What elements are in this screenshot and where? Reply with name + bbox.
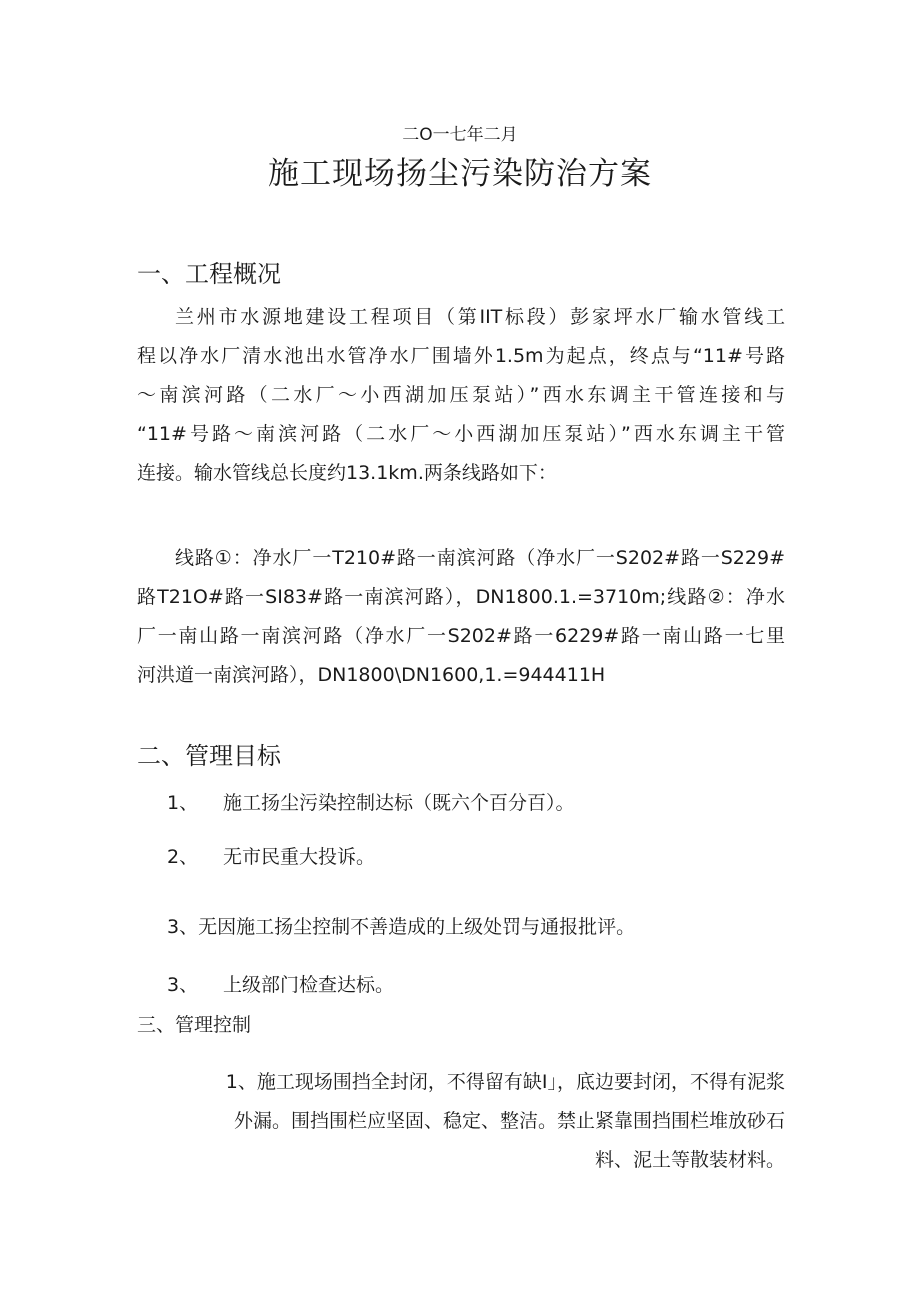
section-heading-overview: 一、工程概况 <box>137 260 281 288</box>
text-line: 兰州市水源地建设工程项目（第IIT标段）彭家坪水厂输水管线工 <box>175 306 785 328</box>
control-item-1 <box>137 1063 785 1180</box>
overview-paragraph-2 <box>137 539 785 695</box>
text-line: 程以净水厂清水池出水管净水厂围墙外1.5m为起点，终点与“11#号路 <box>137 345 785 367</box>
text-line: 厂一南山路一南滨河路（净水厂一S202#路一6229#路一南山路一七里 <box>137 625 785 647</box>
text-line: 外漏。围挡围栏应坚固、稳定、整洁。禁止紧靠围挡围栏堆放砂石 <box>233 1110 785 1132</box>
text-line: 连接。输水管线总长度约13.1km.两条线路如下： <box>137 462 557 484</box>
document-date: 二O一七年二月 <box>402 125 518 145</box>
goal-text: 上级部门检查达标。 <box>223 974 395 996</box>
goal-item <box>167 788 575 815</box>
document-title: 施工现场扬尘污染防治方案 <box>268 156 652 192</box>
text-line: 线路①：净水厂一T210#路一南滨河路（净水厂一S202#路一S229# <box>175 547 785 569</box>
text-line: 1、施工现场围挡全封闭，不得留有缺I」，底边要封闭，不得有泥浆 <box>225 1071 785 1093</box>
section-heading-goals: 二、管理目标 <box>137 742 281 770</box>
text-line: 路T21O#路一SI83#路一南滨河路），DN1800.1.=3710m;线路②：净水 <box>137 586 785 608</box>
goal-text: 施工扬尘污染控制达标（既六个百分百）。 <box>223 792 575 814</box>
text-line: 河洪道一南滨河路），DN1800\DN1600,1.=944411H <box>137 664 606 686</box>
text-line: 料、泥土等散装材料。 <box>594 1149 785 1171</box>
goal-number: 2、 <box>167 846 199 868</box>
overview-paragraph-1 <box>137 298 785 493</box>
goal-number: 3、 <box>167 916 199 938</box>
goal-number: 3、 <box>167 974 199 996</box>
section-heading-control: 三、管理控制 <box>137 1014 252 1036</box>
goal-item <box>167 912 635 939</box>
goal-text: 无因施工扬尘控制不善造成的上级处罚与通报批评。 <box>198 916 636 938</box>
goal-number: 1、 <box>167 792 199 814</box>
goal-item <box>167 842 375 869</box>
text-line: ～南滨河路（二水厂～小西湖加压泵站）”西水东调主干管连接和与 <box>137 384 785 406</box>
text-line: “11#号路～南滨河路（二水厂～小西湖加压泵站）”西水东调主干管 <box>137 423 785 445</box>
goal-item <box>167 970 394 997</box>
goal-text: 无市民重大投诉。 <box>223 846 376 868</box>
